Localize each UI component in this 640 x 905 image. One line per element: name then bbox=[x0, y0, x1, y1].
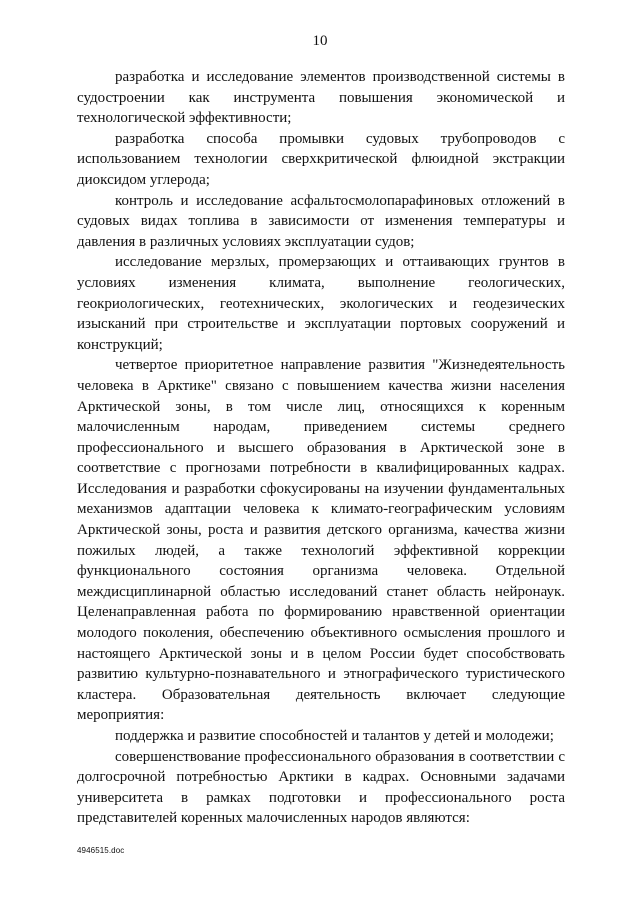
list-item-production-system: разработка и исследование элементов производственной системы в судостроении как инструмента повышения экономической и технологической эффективности; bbox=[77, 69, 565, 127]
list-item-professional-education: совершенствование профессионального образования в соответствии с долгосрочной потребностью Арктики в кадрах. Основными задачами университета в рамках подготовки и профессионального роста представителей коренных малочисленных народов являются: bbox=[77, 748, 565, 827]
document-body bbox=[77, 67, 565, 829]
page-number: 10 bbox=[312, 33, 328, 49]
list-item-permafrost-soils: исследование мерзлых, промерзающих и оттаивающих грунтов в условиях изменения климата, выполнение геологических, геокриологических, геотехнических, экологических и геодезических изысканий при строительстве и эксплуатации портовых сооружений и конструкций; bbox=[77, 254, 565, 353]
list-item-fourth-priority-direction: четвертое приоритетное направление развития "Жизнедеятельность человека в Арктике" связано с повышением качества жизни населения Арктической зоны, в том числе лиц, относящихся к коренным малочисленным народам, приведением системы среднего профессионального и высшего образования в Арктической зоне в соответствие с прогнозами потребности в квалифицированных кадрах. Исследования и разработки сфокусированы на изучении фундаментальных механизмов адаптации человека к климато-географическим условиям Арктической зоны, роста и развития детского организма, качества жизни пожилых людей, а также технологий эффективной коррекции функционального состояния организма человека. Отдельной междисциплинарной областью исследований станет область нейронаук. Целенаправленная работа по формированию нравственной ориентации молодого поколения, обеспечению объективного осмысления прошлого и настоящего Арктической зоны и в целом России будет способствовать развитию культурно-познавательного и этнографического туристического кластера. Образовательная деятельность включает следующие мероприятия: bbox=[77, 357, 565, 724]
list-item-fuel-deposits: контроль и исследование асфальтосмолопарафиновых отложений в судовых видах топлива в зависимости от изменения температуры и давления в различных условиях эксплуатации судов; bbox=[77, 192, 565, 250]
list-item-talent-support: поддержка и развитие способностей и талантов у детей и молодежи; bbox=[115, 728, 554, 744]
list-item-pipeline-flushing: разработка способа промывки судовых трубопроводов с использованием технологии сверхкритической флюидной экстракции диоксидом углерода; bbox=[77, 130, 565, 188]
footer-file-code: 4946515.doc bbox=[77, 846, 125, 855]
